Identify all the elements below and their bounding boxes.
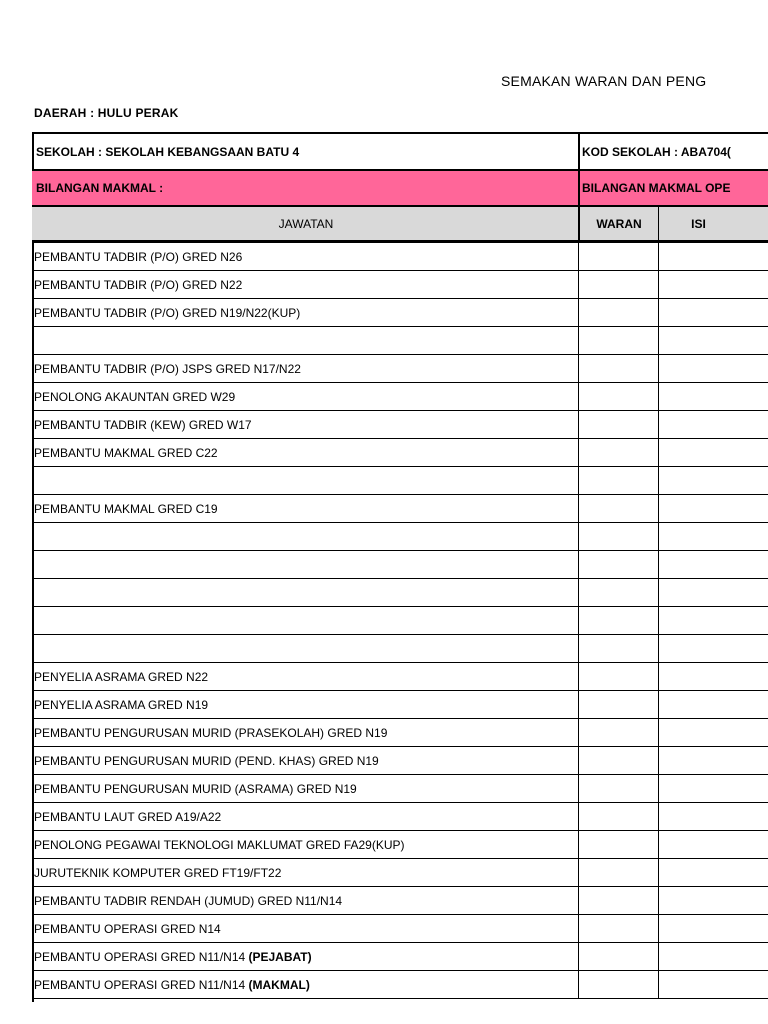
warrant-cell [578, 495, 658, 522]
table-row [32, 747, 768, 775]
warrant-cell [578, 383, 658, 410]
position-text: PEMBANTU TADBIR (P/O) JSPS GRED N17/N22 [34, 361, 301, 376]
lab-row [32, 171, 768, 207]
position-cell [32, 635, 578, 662]
position-cell [32, 915, 578, 942]
table-row [32, 271, 768, 299]
filled-cell [658, 523, 768, 550]
position-text: PEMBANTU TADBIR RENDAH (JUMUD) GRED N11/N14 [34, 893, 343, 908]
warrant-cell [578, 551, 658, 578]
table-row [32, 523, 768, 551]
table-row [32, 411, 768, 439]
warrant-cell [578, 747, 658, 774]
position-cell [32, 663, 578, 690]
filled-cell [658, 775, 768, 802]
filled-cell [658, 579, 768, 606]
position-cell [32, 859, 578, 886]
position-text: PENOLONG AKAUNTAN GRED W29 [34, 389, 236, 404]
staff-table [32, 132, 768, 1002]
position-text: PEMBANTU OPERASI GRED N14 [34, 921, 221, 936]
position-cell [32, 747, 578, 774]
warrant-cell [578, 943, 658, 970]
filled-cell [658, 859, 768, 886]
filled-cell [658, 747, 768, 774]
position-cell [32, 355, 578, 382]
position-qualifier: (MAKMAL) [248, 977, 310, 992]
warrant-cell [578, 859, 658, 886]
warrant-cell [578, 355, 658, 382]
filled-cell [658, 719, 768, 746]
position-text: PEMBANTU PENGURUSAN MURID (PRASEKOLAH) GRED N19 [34, 725, 388, 740]
filled-cell [658, 803, 768, 830]
filled-cell [658, 467, 768, 494]
table-row [32, 383, 768, 411]
position-cell [32, 523, 578, 550]
table-row [32, 439, 768, 467]
warrant-cell [578, 663, 658, 690]
lab-operating-label: BILANGAN MAKMAL OPE [578, 171, 768, 205]
filled-cell [658, 327, 768, 354]
warrant-cell [578, 971, 658, 998]
position-text: PEMBANTU TADBIR (P/O) GRED N26 [34, 249, 243, 264]
position-cell [32, 971, 578, 998]
table-row [32, 663, 768, 691]
column-header-filled: ISI [658, 207, 768, 240]
table-row [32, 355, 768, 383]
position-cell [32, 943, 578, 970]
position-cell [32, 299, 578, 326]
school-row [32, 134, 768, 171]
position-cell [32, 579, 578, 606]
table-row [32, 915, 768, 943]
position-cell [32, 607, 578, 634]
position-cell [32, 831, 578, 858]
warrant-cell [578, 299, 658, 326]
position-text: JURUTEKNIK KOMPUTER GRED FT19/FT22 [34, 865, 282, 880]
position-cell [32, 467, 578, 494]
filled-cell [658, 495, 768, 522]
position-cell [32, 271, 578, 298]
position-text: PENYELIA ASRAMA GRED N22 [34, 669, 209, 684]
warrant-cell [578, 803, 658, 830]
position-cell [32, 775, 578, 802]
position-cell [32, 327, 578, 354]
column-header-position: JAWATAN [278, 216, 334, 231]
warrant-cell [578, 327, 658, 354]
filled-cell [658, 383, 768, 410]
table-row [32, 327, 768, 355]
table-row [32, 691, 768, 719]
position-text: PEMBANTU MAKMAL GRED C22 [34, 445, 218, 460]
position-text: PEMBANTU PENGURUSAN MURID (PEND. KHAS) GRED N19 [34, 753, 379, 768]
position-text: PENOLONG PEGAWAI TEKNOLOGI MAKLUMAT GRED FA29(KUP) [34, 837, 405, 852]
warrant-cell [578, 915, 658, 942]
filled-cell [658, 243, 768, 270]
column-header-row [32, 207, 768, 243]
school-code: KOD SEKOLAH : ABA704( [578, 134, 768, 169]
table-row [32, 971, 768, 999]
position-text: PENYELIA ASRAMA GRED N19 [34, 697, 209, 712]
warrant-cell [578, 775, 658, 802]
position-cell [32, 439, 578, 466]
position-cell [32, 243, 578, 270]
position-text: PEMBANTU MAKMAL GRED C19 [34, 501, 218, 516]
table-row [32, 299, 768, 327]
table-row [32, 887, 768, 915]
position-text: PEMBANTU TADBIR (P/O) GRED N22 [34, 277, 243, 292]
filled-cell [658, 411, 768, 438]
filled-cell [658, 439, 768, 466]
filled-cell [658, 691, 768, 718]
position-text: PEMBANTU OPERASI GRED N11/N14 [34, 977, 249, 992]
position-cell [32, 383, 578, 410]
warrant-cell [578, 467, 658, 494]
table-row [32, 943, 768, 971]
filled-cell [658, 971, 768, 998]
table-row [32, 803, 768, 831]
filled-cell [658, 551, 768, 578]
table-row [32, 775, 768, 803]
filled-cell [658, 663, 768, 690]
position-qualifier: (PEJABAT) [248, 949, 312, 964]
table-row [32, 243, 768, 271]
position-text: PEMBANTU OPERASI GRED N11/N14 [34, 949, 249, 964]
table-row [32, 551, 768, 579]
filled-cell [658, 943, 768, 970]
filled-cell [658, 915, 768, 942]
position-cell [32, 887, 578, 914]
position-text: PEMBANTU TADBIR (P/O) GRED N19/N22(KUP) [34, 305, 301, 320]
warrant-cell [578, 831, 658, 858]
warrant-cell [578, 691, 658, 718]
warrant-cell [578, 243, 658, 270]
filled-cell [658, 635, 768, 662]
warrant-cell [578, 411, 658, 438]
filled-cell [658, 887, 768, 914]
filled-cell [658, 831, 768, 858]
table-row [32, 719, 768, 747]
table-row [32, 607, 768, 635]
school-name: SEKOLAH : SEKOLAH KEBANGSAAN BATU 4 [36, 144, 300, 159]
filled-cell [658, 271, 768, 298]
warrant-cell [578, 439, 658, 466]
table-row [32, 579, 768, 607]
position-cell [32, 691, 578, 718]
table-row [32, 467, 768, 495]
warrant-cell [578, 719, 658, 746]
position-cell [32, 495, 578, 522]
position-cell [32, 551, 578, 578]
warrant-cell [578, 607, 658, 634]
table-row [32, 495, 768, 523]
table-row [32, 859, 768, 887]
filled-cell [658, 299, 768, 326]
filled-cell [658, 607, 768, 634]
report-title: SEMAKAN WARAN DAN PENG [501, 73, 707, 89]
warrant-cell [578, 523, 658, 550]
lab-count-label: BILANGAN MAKMAL : [36, 181, 164, 195]
table-row [32, 635, 768, 663]
position-cell [32, 411, 578, 438]
warrant-cell [578, 635, 658, 662]
filled-cell [658, 355, 768, 382]
warrant-cell [578, 271, 658, 298]
position-text: PEMBANTU LAUT GRED A19/A22 [34, 809, 222, 824]
position-cell [32, 719, 578, 746]
warrant-cell [578, 579, 658, 606]
position-text: PEMBANTU PENGURUSAN MURID (ASRAMA) GRED N19 [34, 781, 357, 796]
column-header-warrant: WARAN [578, 207, 658, 240]
table-row [32, 831, 768, 859]
warrant-cell [578, 887, 658, 914]
district-label: DAERAH : HULU PERAK [34, 106, 179, 120]
position-text: PEMBANTU TADBIR (KEW) GRED W17 [34, 417, 252, 432]
position-cell [32, 803, 578, 830]
